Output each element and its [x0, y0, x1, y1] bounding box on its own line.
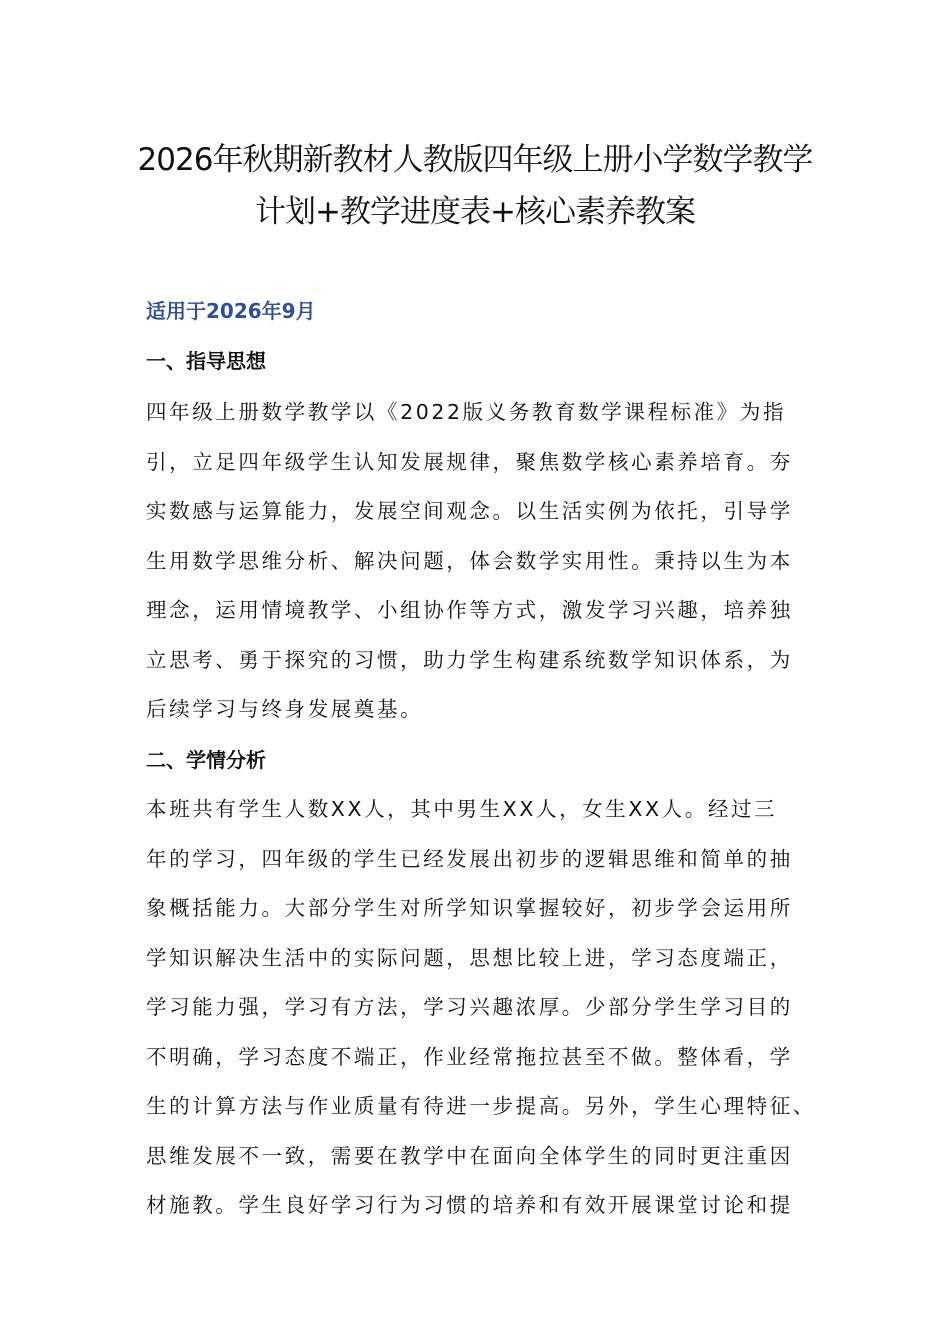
paragraph-line: 立思考、勇于探究的习惯，助力学生构建系统数学知识体系，为: [146, 647, 793, 672]
paragraph-line: 四年级上册数学教学以《2022版义务教育数学课程标准》为指: [146, 400, 787, 424]
paragraph-line: 实数感与运算能力，发展空间观念。以生活实例为依托，引导学: [146, 499, 793, 523]
paragraph-line: 材施教。学生良好学习行为习惯的培养和有效开展课堂讨论和提: [146, 1193, 793, 1217]
paragraph-line: 引，立足四年级学生认知发展规律，聚焦数学核心素养培育。夯: [146, 449, 793, 474]
paragraph-line: 本班共有学生人数XX人，其中男生XX人，女生XX人。经过三: [146, 797, 778, 821]
paragraph-line: 学习能力强，学习有方法，学习兴趣浓厚。少部分学生学习目的: [146, 995, 793, 1019]
section-heading-guiding-thought: 一、指导思想: [146, 349, 266, 373]
applicable-date: 适用于2026年9月: [146, 299, 316, 323]
paragraph-line: 象概括能力。大部分学生对所学知识掌握较好，初步学会运用所: [146, 896, 793, 920]
paragraph-line: 后续学习与终身发展奠基。: [146, 697, 424, 721]
paragraph-line: 理念，运用情境教学、小组协作等方式，激发学习兴趣，培养独: [146, 598, 793, 622]
section-body-guiding-thought: [146, 396, 806, 743]
paragraph-line: 学知识解决生活中的实际问题，思想比较上进，学习态度端正，: [146, 945, 793, 970]
section-body-student-analysis: [146, 793, 816, 1239]
paragraph-line: 不明确，学习态度不端正，作业经常拖拉甚至不做。整体看，学: [146, 1044, 793, 1069]
paragraph-line: 年的学习，四年级的学生已经发展出初步的逻辑思维和简单的抽: [146, 846, 793, 871]
paragraph-line: 生用数学思维分析、解决问题，体会数学实用性。秉持以生为本: [146, 548, 793, 573]
paragraph-line: 思维发展不一致，需要在教学中在面向全体学生的同时更注重因: [146, 1143, 793, 1168]
paragraph-line: 生的计算方法与作业质量有待进一步提高。另外，学生心理特征、: [146, 1094, 816, 1118]
section-heading-student-analysis: 二、学情分析: [146, 748, 266, 772]
document-title-line-2: 计划+教学进度表+核心素养教案: [255, 194, 695, 230]
document-title-line-1: 2026年秋期新教材人教版四年级上册小学数学教学: [137, 142, 813, 178]
